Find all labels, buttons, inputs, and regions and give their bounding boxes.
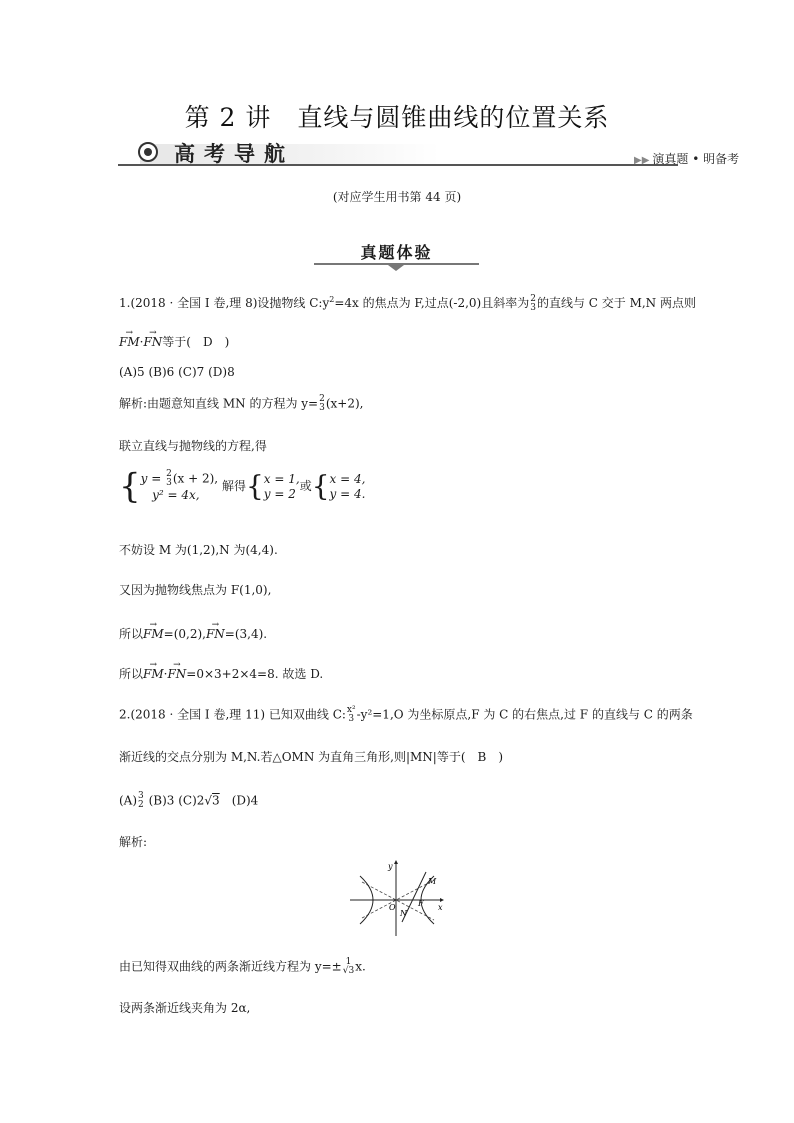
fraction-denominator: 2 — [138, 800, 144, 810]
other-options: (B)3 (C)2 — [144, 793, 205, 808]
vector-fm: → FM — [143, 622, 164, 642]
book-reference: (对应学生用书第 44 页) — [332, 190, 462, 204]
triangle-marker-icon — [388, 265, 404, 271]
q1-text: 1.(2018 · 全国 Ⅰ 卷,理 8)设抛物线 C:y — [119, 296, 330, 310]
system-row: y = 2 — [263, 486, 296, 501]
fraction-numerator: 2 — [166, 469, 172, 479]
other-options: (D)4 — [219, 793, 259, 808]
q1-text: 的直线与 C 交于 M,N 两点则 — [536, 296, 696, 310]
double-arrow-icon: ▶▶ — [634, 155, 650, 166]
q1-stem-line1 — [119, 292, 696, 313]
banner-title: 高考导航 — [174, 142, 294, 166]
or-word: 或 — [299, 479, 312, 493]
q2-angle: 设两条渐近线夹角为 2α, — [119, 1001, 251, 1015]
hyperbola-figure — [348, 858, 446, 938]
asymptote-text: x. — [355, 959, 366, 974]
q1-vectors — [119, 622, 267, 642]
left-brace: { — [245, 469, 264, 503]
fraction-numerator: 2 — [319, 394, 325, 404]
system-1 — [141, 470, 218, 503]
q1-answer: 等于( D ) — [162, 335, 230, 349]
system-row: y = 4. — [329, 486, 366, 501]
fraction-denominator: √3 — [342, 966, 355, 976]
x-label: x — [438, 903, 443, 912]
q1-combine: 联立直线与抛物线的方程,得 — [119, 439, 267, 453]
asymptote-fraction — [343, 958, 354, 976]
solve-word: 解得 — [221, 479, 246, 493]
so-word: 所以 — [119, 627, 144, 641]
system-row: x = 4, — [329, 471, 366, 486]
q2-asymptotes — [119, 958, 366, 976]
vector-fn: → FN — [206, 622, 225, 642]
left-brace: { — [311, 469, 330, 503]
q1-text: =4x 的焦点为 F,过点(-2,0)且斜率为 — [334, 296, 530, 310]
system-2 — [264, 472, 300, 502]
fraction-numerator: 1 — [345, 957, 352, 967]
vector-fm: → FM — [143, 662, 164, 682]
system-row: y² = 4x, — [152, 488, 200, 502]
option-a-fraction — [138, 792, 144, 810]
slope-fraction — [166, 470, 172, 488]
page-title: 第 2 讲 直线与圆锥曲线的位置关系 — [184, 103, 610, 132]
vector-fn: → FN — [143, 330, 162, 350]
q2-text: 2.(2018 · 全国 Ⅰ 卷,理 11) 已知双曲线 C: — [119, 707, 346, 722]
option-a: (A) — [119, 793, 138, 808]
x-axis-arrow — [440, 898, 444, 902]
bullseye-icon — [138, 142, 158, 162]
fraction-numerator: 2 — [530, 293, 536, 304]
q2-text: -y²=1,O 为坐标原点,F 为 C 的右焦点,过 F 的直线与 C 的两条 — [356, 707, 693, 722]
system-row: x = 1, — [263, 471, 300, 486]
section-heading — [314, 240, 479, 268]
fraction-numerator: x² — [346, 705, 356, 715]
slope-fraction — [319, 395, 325, 413]
system-row: (x + 2), — [172, 471, 219, 486]
sqrt-symbol: √ — [204, 793, 213, 808]
banner-tagline-text: 演真题 • 明备考 — [652, 152, 740, 166]
f-label: F — [418, 899, 424, 908]
n-label: N — [400, 909, 407, 918]
fraction-denominator: 3 — [319, 403, 325, 413]
o-label: O — [389, 903, 396, 912]
q1-focus: 又因为抛物线焦点为 F(1,0), — [119, 583, 272, 597]
slope-fraction — [530, 295, 536, 313]
so-word: 所以 — [119, 667, 144, 681]
asymptote-text: 由已知得双曲线的两条渐近线方程为 y=± — [119, 959, 342, 974]
section-title: 真题体验 — [360, 243, 433, 262]
fraction-denominator: 3 — [530, 302, 536, 313]
hyperbola-fraction — [347, 706, 356, 724]
q1-analysis — [119, 395, 363, 413]
fraction-numerator: 3 — [138, 791, 144, 801]
q2-stem-line1 — [119, 706, 693, 724]
analysis-text: (x+2), — [325, 396, 364, 411]
q2-options — [119, 792, 258, 810]
q1-result: 所以→ FM·→ FN=0×3+2×4=8. 故选 D. — [119, 662, 323, 682]
q1-exponent: 2 — [329, 295, 335, 304]
fraction-denominator: 3 — [166, 478, 172, 488]
analysis-text: 解析:由题意知直线 MN 的方程为 y= — [119, 396, 319, 411]
equation-system — [119, 466, 366, 507]
q2-stem-line2: 渐近线的交点分别为 M,N.若△OMN 为直角三角形,则|MN|等于( B ) — [119, 750, 504, 764]
y-label: y — [388, 862, 393, 871]
q1-stem-line2: → FM·→ FN等于( D ) — [119, 330, 229, 350]
q2-analysis-label: 解析: — [119, 835, 148, 849]
vector-value: =(3,4). — [224, 627, 268, 641]
q1-options: (A)5 (B)6 (C)7 (D)8 — [119, 365, 235, 379]
y-axis-arrow — [394, 860, 398, 864]
result-text: =0×3+2×4=8. 故选 D. — [186, 667, 324, 681]
q1-assume: 不妨设 M 为(1,2),N 为(4,4). — [119, 543, 278, 557]
vector-fm: → FM — [119, 330, 140, 350]
m-label: M — [428, 877, 437, 886]
sqrt-radicand: 3 — [212, 793, 220, 808]
section-banner — [118, 138, 678, 168]
banner-tagline — [634, 150, 739, 167]
vector-fn: → FN — [167, 662, 186, 682]
system-row: y = — [140, 471, 166, 486]
system-3 — [330, 472, 366, 502]
vector-value: =(0,2), — [163, 627, 206, 641]
left-brace: { — [119, 466, 141, 507]
fraction-denominator: 3 — [348, 714, 355, 724]
